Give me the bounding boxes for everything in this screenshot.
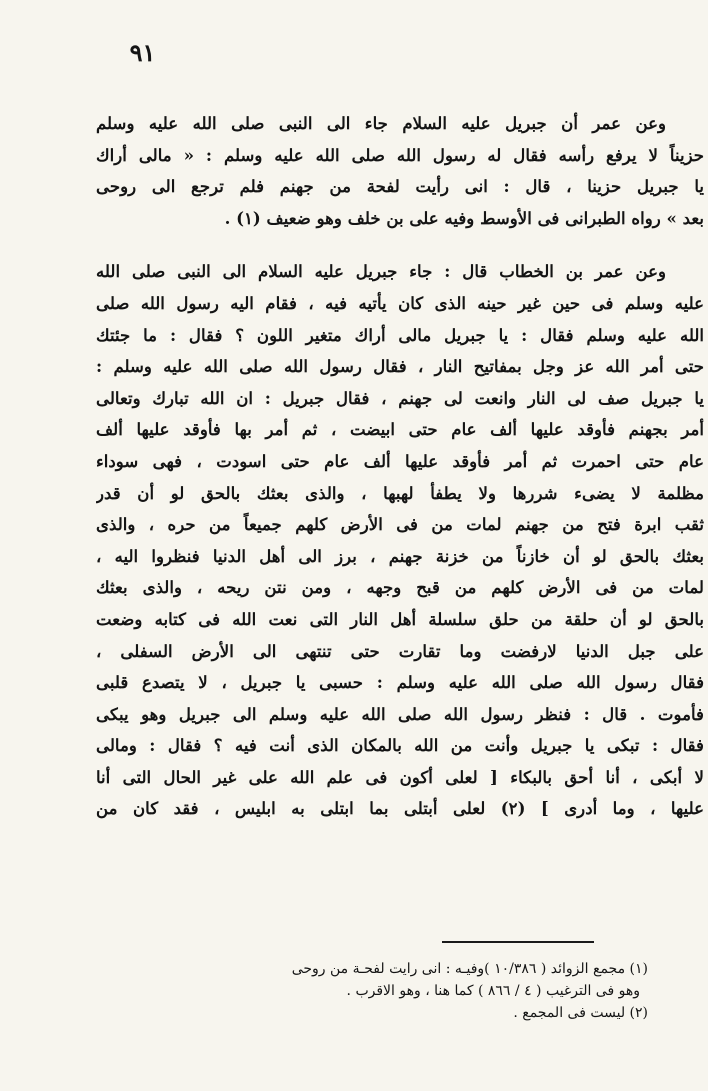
text-line: فقال : تبكى يا جبريل وأنت من الله بالمكان الذى أنت فيه ؟ فقال : ومالى bbox=[96, 735, 704, 756]
text-line: مظلمة لا يضىء شررها ولا يطفأ لهبها ، والذى بعثك بالحق لو أن قدر bbox=[96, 482, 704, 503]
text-line: أمر بجهنم فأوقد عليها ألف عام حتى ابيضت ، ثم أمر بها فأوقد عليها ألف bbox=[96, 419, 704, 440]
text-line: لمات من فى الأرض كلهم من قبح وجهه ، ومن نتن ريحه ، والذى بعثك bbox=[96, 577, 704, 598]
text-line: فقال رسول الله صلى الله عليه وسلم : حسبى يا جبريل ، لا يتصدع قلبى bbox=[96, 672, 704, 693]
text-line: عام حتى احمرت ثم أمر فأوقد عليها ألف عام حتى اسودت ، فهى سوداء bbox=[96, 450, 704, 471]
footnote-line: (١) مجمع الزوائد ( ١٠/٣٨٦ )وفيـه : انى رايت لفحـة من روحى bbox=[291, 961, 648, 977]
footnote-divider bbox=[442, 941, 594, 943]
text-line: بالحق لو أن حلقة من حلق سلسلة أهل النار التى نعت الله فى كتابه وضعت bbox=[96, 608, 704, 629]
text-line: يا جبريل حزينا ، قال : انى رأيت لفحة من جهنم فلم ترجع الى روحى bbox=[96, 176, 704, 197]
text-line: عليها ، وما أدرى ] (٢) لعلى أبتلى بما ابتلى به ابليس ، فقد كان من bbox=[96, 798, 704, 819]
text-line: حزيناً لا يرفع رأسه فقال له رسول الله صلى الله عليه وسلم : « مالى أراك bbox=[96, 144, 704, 165]
main-text bbox=[96, 108, 704, 825]
text-line: الله عليه وسلم فقال : يا جبريل مالى أراك متغير اللون ؟ فقال : ما جئتك bbox=[96, 324, 704, 345]
paragraph-1 bbox=[96, 108, 704, 234]
page-number: ٩١ bbox=[129, 38, 156, 67]
text-line: بعد » رواه الطبرانى فى الأوسط وفيه على بن خلف وهو ضعيف (١) . bbox=[224, 207, 704, 228]
text-line: حتى أمر الله عز وجل بمفاتيح النار ، فقال رسول الله صلى الله عليه وسلم : bbox=[96, 356, 704, 377]
text-line: ثقب ابرة فتح من جهنم لمات من فى الأرض كلهم جميعاً من حره ، والذى bbox=[96, 514, 704, 535]
text-line: وعن عمر بن الخطاب قال : جاء جبريل عليه السلام الى النبى صلى الله bbox=[96, 261, 666, 282]
paragraph-2 bbox=[96, 256, 704, 825]
footnote-line: وهو فى الترغيب ( ٤ / ٨٦٦ ) كما هنا ، وهو الاقرب . bbox=[346, 983, 640, 999]
footnote-line: (٢) ليست فى المجمع . bbox=[513, 1005, 648, 1021]
text-line: بعثك بالحق لو أن خازناً من خزنة جهنم ، برز الى أهل الدنيا فنظروا اليه ، bbox=[96, 545, 704, 566]
text-line: عليه وسلم فى حين غير حينه الذى كان يأتيه فيه ، فقام اليه رسول الله صلى bbox=[96, 292, 704, 313]
text-line: على جبل الدنيا لارفضت وما تقارت حتى تنتهى الى الأرض السفلى ، bbox=[96, 640, 704, 661]
paragraph-gap bbox=[96, 234, 704, 256]
text-line: يا جبريل صف لى النار وانعت لى جهنم ، فقال جبريل : ان الله تبارك وتعالى bbox=[96, 387, 704, 408]
footnotes bbox=[108, 958, 648, 1024]
text-line: لا أبكى ، أنا أحق بالبكاء [ لعلى أكون فى علم الله على غير الحال التى أنا bbox=[96, 766, 704, 787]
text-line: فأموت . قال : فنظر رسول الله صلى الله عليه وسلم الى جبريل وهو يبكى bbox=[96, 703, 704, 724]
text-line: وعن عمر أن جبريل عليه السلام جاء الى النبى صلى الله عليه وسلم bbox=[96, 113, 666, 133]
